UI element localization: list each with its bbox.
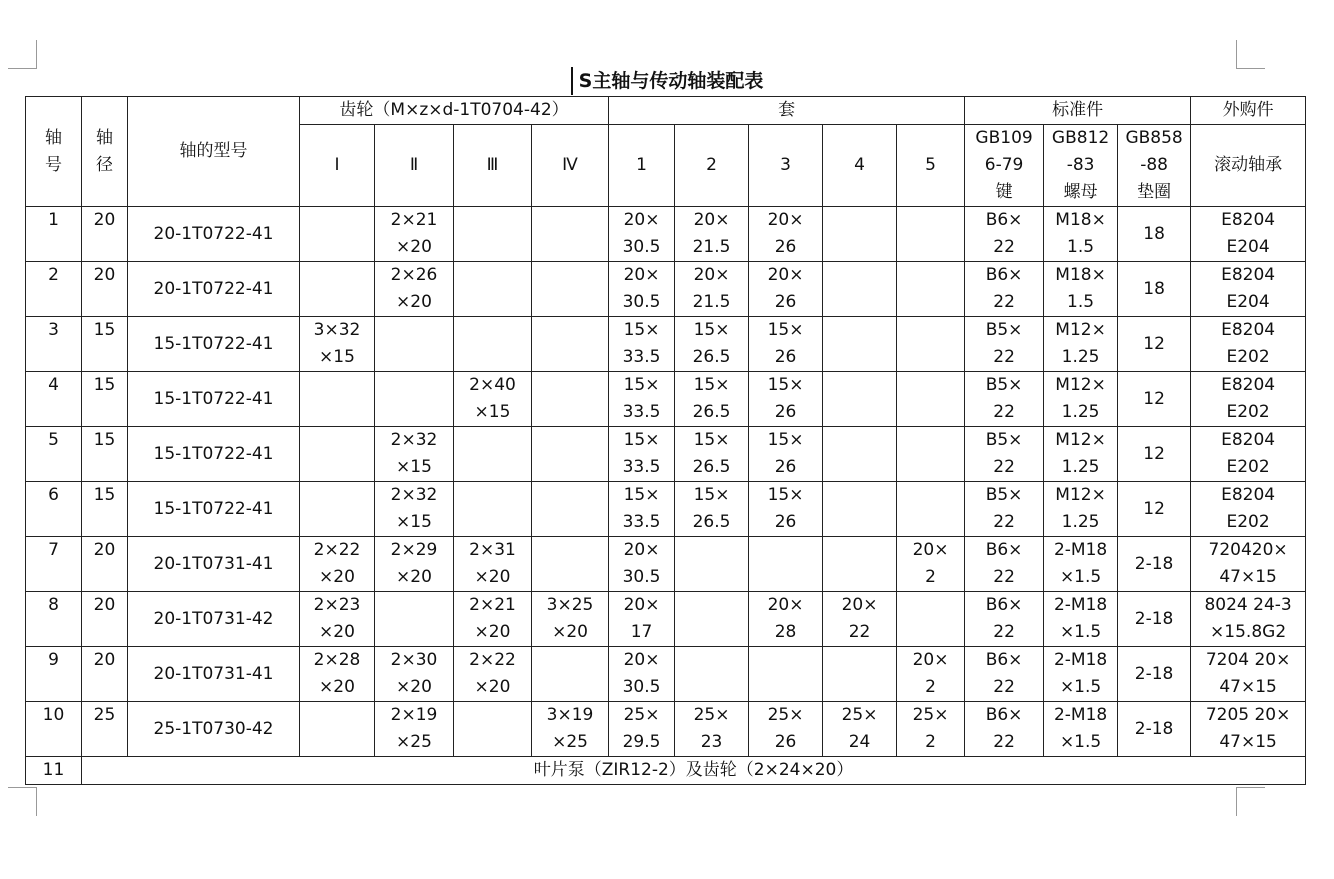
cell-gear (300, 207, 375, 262)
cell-sleeve: 15× 33.5 (609, 372, 675, 427)
cell-bearing: E8204 E202 (1191, 427, 1306, 482)
cell-model: 20-1T0731-41 (128, 537, 300, 592)
cell-shaft-no: 7 (26, 537, 82, 592)
cell-sleeve: 25× 29.5 (609, 702, 675, 757)
cell-sleeve: 20× 21.5 (675, 262, 749, 317)
cell-gear (454, 427, 532, 482)
cell-shaft-dia: 20 (82, 537, 128, 592)
table-row (26, 592, 1306, 647)
cell-sleeve: 20× 26 (749, 262, 823, 317)
cell-washer: 2-18 (1118, 592, 1191, 647)
cell-gear: 2×19 ×25 (375, 702, 454, 757)
cell-sleeve (897, 207, 965, 262)
header-std-washer: GB858 -88 垫圈 (1118, 125, 1191, 207)
cell-sleeve: 25× 26 (749, 702, 823, 757)
cell-sleeve (675, 647, 749, 702)
corner-mark-bottom-left (8, 787, 37, 816)
header-sleeve: 套 (609, 97, 965, 125)
cell-washer: 2-18 (1118, 702, 1191, 757)
cell-bearing: 7204 20× 47×15 (1191, 647, 1306, 702)
cell-gear (532, 647, 609, 702)
header-shaft-dia: 轴 径 (82, 97, 128, 207)
cell-bearing: 720420× 47×15 (1191, 537, 1306, 592)
cell-sleeve: 20× 30.5 (609, 537, 675, 592)
header-gear-col: Ⅰ (300, 125, 375, 207)
table-row (26, 317, 1306, 372)
cell-shaft-no: 4 (26, 372, 82, 427)
cell-sleeve: 20× 26 (749, 207, 823, 262)
cell-gear (454, 482, 532, 537)
cell-nut: 2-M18 ×1.5 (1044, 647, 1118, 702)
cell-key: B5× 22 (965, 317, 1044, 372)
cell-sleeve (897, 427, 965, 482)
cell-model: 20-1T0731-41 (128, 647, 300, 702)
cell-bearing: E8204 E202 (1191, 372, 1306, 427)
corner-mark-top-left (8, 40, 37, 69)
page-title: S主轴与传动轴装配表 (571, 67, 764, 95)
cell-gear (375, 317, 454, 372)
cell-sleeve (823, 262, 897, 317)
header-bearing: 滚动轴承 (1191, 125, 1306, 207)
cell-gear: 3×19 ×25 (532, 702, 609, 757)
cell-nut: M12× 1.25 (1044, 482, 1118, 537)
cell-sleeve (823, 537, 897, 592)
cell-sleeve: 25× 23 (675, 702, 749, 757)
cell-gear: 3×32 ×15 (300, 317, 375, 372)
cell-sleeve: 20× 30.5 (609, 262, 675, 317)
cell-sleeve: 15× 26.5 (675, 482, 749, 537)
cell-gear (454, 207, 532, 262)
cell-sleeve (897, 317, 965, 372)
cell-bearing: E8204 E202 (1191, 482, 1306, 537)
cell-shaft-dia: 20 (82, 262, 128, 317)
cell-bearing: 7205 20× 47×15 (1191, 702, 1306, 757)
cell-sleeve: 25× 2 (897, 702, 965, 757)
cell-bearing: E8204 E202 (1191, 317, 1306, 372)
cell-bearing: E8204 E204 (1191, 262, 1306, 317)
cell-sleeve (823, 317, 897, 372)
header-sleeve-col: 3 (749, 125, 823, 207)
cell-model: 20-1T0722-41 (128, 262, 300, 317)
cell-key: B5× 22 (965, 427, 1044, 482)
cell-bearing: E8204 E204 (1191, 207, 1306, 262)
cell-gear (454, 262, 532, 317)
cell-washer: 2-18 (1118, 647, 1191, 702)
cell-washer: 2-18 (1118, 537, 1191, 592)
cell-key: B6× 22 (965, 702, 1044, 757)
cell-key: B6× 22 (965, 592, 1044, 647)
cell-gear: 2×21 ×20 (375, 207, 454, 262)
header-standard: 标准件 (965, 97, 1191, 125)
cell-sleeve (897, 482, 965, 537)
cell-nut: 2-M18 ×1.5 (1044, 592, 1118, 647)
cell-sleeve: 15× 26.5 (675, 317, 749, 372)
cell-shaft-no: 5 (26, 427, 82, 482)
cell-gear (375, 372, 454, 427)
header-std-nut: GB812 -83 螺母 (1044, 125, 1118, 207)
cell-gear (300, 427, 375, 482)
cell-nut: M12× 1.25 (1044, 427, 1118, 482)
cell-gear (454, 702, 532, 757)
cell-model: 15-1T0722-41 (128, 427, 300, 482)
cell-gear: 3×25 ×20 (532, 592, 609, 647)
cell-gear (532, 372, 609, 427)
cell-shaft-no: 3 (26, 317, 82, 372)
cell-sleeve: 15× 26 (749, 482, 823, 537)
cell-gear: 2×30 ×20 (375, 647, 454, 702)
cell-washer: 12 (1118, 427, 1191, 482)
cell-gear: 2×26 ×20 (375, 262, 454, 317)
header-shaft-no: 轴 号 (26, 97, 82, 207)
cell-gear (300, 702, 375, 757)
cell-gear (300, 262, 375, 317)
cell-gear: 2×28 ×20 (300, 647, 375, 702)
cell-gear: 2×40 ×15 (454, 372, 532, 427)
cell-shaft-dia: 15 (82, 317, 128, 372)
cell-sleeve: 15× 26.5 (675, 427, 749, 482)
cell-sleeve: 15× 26 (749, 427, 823, 482)
header-sleeve-col: 5 (897, 125, 965, 207)
cell-shaft-dia: 25 (82, 702, 128, 757)
cell-sleeve: 20× 21.5 (675, 207, 749, 262)
header-std-key: GB109 6-79 键 (965, 125, 1044, 207)
cell-gear (532, 537, 609, 592)
cell-sleeve: 15× 33.5 (609, 317, 675, 372)
cell-shaft-dia: 15 (82, 482, 128, 537)
cell-sleeve (749, 537, 823, 592)
cell-shaft-no: 9 (26, 647, 82, 702)
cell-sleeve (823, 647, 897, 702)
cell-gear (532, 482, 609, 537)
cell-key: B5× 22 (965, 482, 1044, 537)
cell-key: B6× 22 (965, 647, 1044, 702)
cell-gear (454, 317, 532, 372)
cell-sleeve: 20× 30.5 (609, 207, 675, 262)
cell-sleeve: 15× 26.5 (675, 372, 749, 427)
cell-washer: 18 (1118, 207, 1191, 262)
cell-model: 20-1T0722-41 (128, 207, 300, 262)
cell-washer: 12 (1118, 482, 1191, 537)
cell-gear (532, 317, 609, 372)
cell-sleeve: 20× 22 (823, 592, 897, 647)
cell-nut: M12× 1.25 (1044, 317, 1118, 372)
cell-sleeve (749, 647, 823, 702)
cell-sleeve: 20× 2 (897, 537, 965, 592)
cell-sleeve: 20× 17 (609, 592, 675, 647)
cell-sleeve (675, 537, 749, 592)
cell-sleeve (897, 372, 965, 427)
cell-shaft-dia: 15 (82, 372, 128, 427)
table-row (26, 537, 1306, 592)
cell-nut: M18× 1.5 (1044, 207, 1118, 262)
cell-shaft-dia: 20 (82, 592, 128, 647)
header-sleeve-col: 1 (609, 125, 675, 207)
cell-gear: 2×23 ×20 (300, 592, 375, 647)
cell-model: 15-1T0722-41 (128, 482, 300, 537)
cell-shaft-no: 10 (26, 702, 82, 757)
cell-shaft-dia: 15 (82, 427, 128, 482)
cell-model: 15-1T0722-41 (128, 372, 300, 427)
cell-gear (532, 262, 609, 317)
cell-key: B5× 22 (965, 372, 1044, 427)
cell-nut: M12× 1.25 (1044, 372, 1118, 427)
cell-sleeve (823, 372, 897, 427)
cell-key: B6× 22 (965, 207, 1044, 262)
cell-sleeve: 15× 33.5 (609, 482, 675, 537)
cell-washer: 12 (1118, 372, 1191, 427)
cell-sleeve (897, 592, 965, 647)
table-row (26, 427, 1306, 482)
assembly-table (25, 96, 1306, 785)
cell-sleeve: 15× 26 (749, 317, 823, 372)
cell-gear (300, 372, 375, 427)
cell-shaft-no: 2 (26, 262, 82, 317)
cell-gear: 2×31 ×20 (454, 537, 532, 592)
cell-key: B6× 22 (965, 262, 1044, 317)
cell-sleeve: 25× 24 (823, 702, 897, 757)
header-gear-col: Ⅱ (375, 125, 454, 207)
cell-nut: M18× 1.5 (1044, 262, 1118, 317)
cell-gear: 2×22 ×20 (300, 537, 375, 592)
cell-sleeve (675, 592, 749, 647)
cell-gear: 2×32 ×15 (375, 482, 454, 537)
header-sleeve-col: 4 (823, 125, 897, 207)
cell-shaft-dia: 20 (82, 647, 128, 702)
cell-model: 25-1T0730-42 (128, 702, 300, 757)
header-gear: 齿轮（M×z×d-1T0704-42） (300, 97, 609, 125)
cell-sleeve (897, 262, 965, 317)
cell-sleeve (823, 427, 897, 482)
corner-mark-bottom-right (1236, 787, 1265, 816)
cell-gear (532, 207, 609, 262)
cell-shaft-no: 1 (26, 207, 82, 262)
cell-sleeve: 15× 33.5 (609, 427, 675, 482)
table-row-last (26, 757, 1306, 785)
corner-mark-top-right (1236, 40, 1265, 69)
table-row (26, 372, 1306, 427)
cell-shaft-no: 6 (26, 482, 82, 537)
cell-model: 20-1T0731-42 (128, 592, 300, 647)
header-row-1 (26, 97, 1306, 125)
cell-nut: 2-M18 ×1.5 (1044, 702, 1118, 757)
cell-sleeve: 20× 2 (897, 647, 965, 702)
table-row (26, 262, 1306, 317)
cell-shaft-no: 8 (26, 592, 82, 647)
cell-key: B6× 22 (965, 537, 1044, 592)
header-model: 轴的型号 (128, 97, 300, 207)
cell-gear: 2×21 ×20 (454, 592, 532, 647)
cell-sleeve: 20× 30.5 (609, 647, 675, 702)
header-gear-col: Ⅳ (532, 125, 609, 207)
cell-shaft-no: 11 (26, 757, 82, 785)
cell-bearing: 8024 24-3 ×15.8G2 (1191, 592, 1306, 647)
cell-gear: 2×32 ×15 (375, 427, 454, 482)
cell-nut: 2-M18 ×1.5 (1044, 537, 1118, 592)
cell-sleeve (823, 207, 897, 262)
table-row (26, 647, 1306, 702)
header-purchased: 外购件 (1191, 97, 1306, 125)
cell-sleeve: 20× 28 (749, 592, 823, 647)
cell-gear (375, 592, 454, 647)
cell-shaft-dia: 20 (82, 207, 128, 262)
cell-model: 15-1T0722-41 (128, 317, 300, 372)
cell-washer: 12 (1118, 317, 1191, 372)
cell-sleeve (823, 482, 897, 537)
header-gear-col: Ⅲ (454, 125, 532, 207)
header-sleeve-col: 2 (675, 125, 749, 207)
table-row (26, 207, 1306, 262)
cell-gear: 2×22 ×20 (454, 647, 532, 702)
cell-gear (300, 482, 375, 537)
cell-washer: 18 (1118, 262, 1191, 317)
table-row (26, 702, 1306, 757)
cell-note: 叶片泵（ZIR12-2）及齿轮（2×24×20） (82, 757, 1306, 785)
table-row (26, 482, 1306, 537)
cell-gear: 2×29 ×20 (375, 537, 454, 592)
cell-gear (532, 427, 609, 482)
title-area (0, 67, 1334, 95)
cell-sleeve: 15× 26 (749, 372, 823, 427)
